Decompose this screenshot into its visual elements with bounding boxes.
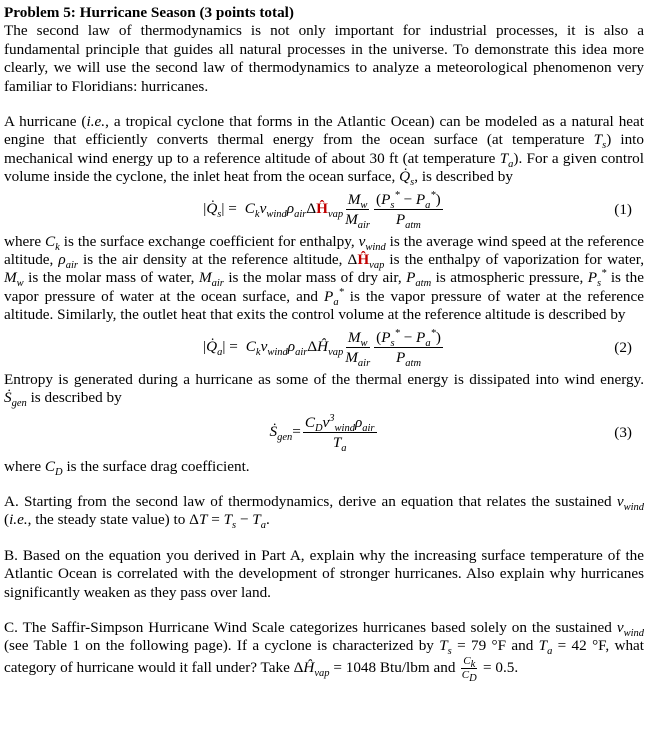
equation-3-number: (3) — [614, 423, 632, 441]
equation-1 — [4, 187, 644, 233]
part-b: B. Based on the equation you derived in Part A, explain why the increasing surface temperature of the Atlantic Ocean is correlated with the development of stronger hurricanes. Also explain why hurricanes significantly weaken as they pass over land. — [4, 546, 644, 601]
intro-paragraph: The second law of thermodynamics is not only important for industrial processes, it is also a fundamental principle that guides all natural processes in the universe. To demonstrate this idea more clearly, we will use the second law of thermodynamics to analyze a meteorological phenomenon very familiar to Floridians: hurricanes. — [4, 22, 644, 95]
drag-coefficient-paragraph: where $C_D$ is the surface drag coefficient. — [4, 457, 250, 478]
equation-2 — [4, 325, 644, 371]
part-a: A. Starting from the second law of thermodynamics, derive an equation that relates the sustained $v_{wind}$ (i.e., the steady state value) to $\Delta T = T_s - T_a$. — [4, 492, 644, 532]
problem-heading: Problem 5: Hurricane Season (3 points total) — [4, 4, 294, 21]
equation-3-body: Ṡ$_{gen}$ = $\frac{C_Dv^3_{wind}\rho_{air}}{T_a}$ — [269, 412, 375, 455]
entropy-paragraph: Entropy is generated during a hurricane as some of the thermal energy is dissipated into wind energy. Ṡ$_{gen}$ is described by — [4, 370, 644, 410]
hurricane-model-paragraph: A hurricane (i.e., a tropical cyclone that forms in the Atlantic Ocean) can be modeled as a natural heat engine that efficiently converts thermal energy from the ocean surface (at temperature $T_s$) into mechanical wind energy up to a reference altitude of about 30 ft (at temperature $T_a$). For a given control volume inside the cyclone, the inlet heat from the ocean surface, $Q̇_s$, is described by — [4, 113, 644, 189]
equation-1-body: | $Q̇_s$ | = $C_kv_{wind}\rho_{air}$ Δ Ĥ $_{vap}$ $\frac{M_w}{M_{air}}$ $\frac{(P_s^* - P_a^*)}{P_{atm}}$ — [203, 190, 441, 232]
equation-3 — [4, 408, 644, 458]
variable-definitions-paragraph: where $C_k$ is the surface exchange coefficient for enthalpy, $v_{wind}$ is the average wind speed at the reference altitude, $\rho_{air}$ is the air density at the reference altitude, $\Delta Ĥ_{vap}$ is the enthalpy of vaporization for water, $M_w$ is the molar mass of water, $M_{air}$ is the molar mass of dry air, $P_{atm}$ is atmospheric pressure, $P_s^*$ is the vapor pressure of water at the ocean surface, and $P_a^*$ is the vapor pressure of water at the reference altitude. Similarly, the outlet heat that exits the control volume at the reference altitude is described by — [4, 232, 645, 324]
equation-1-number: (1) — [614, 200, 632, 218]
part-c: C. The Saffir-Simpson Hurricane Wind Scale categorizes hurricanes based solely on the sustained $v_{wind}$ (see Table 1 on the following page). If a cyclone is characterized by $T_s = 79$ °F and $T_a = 42$ °F, what category of hurricane would it fall under? Take $\Delta Ĥ_{vap} = 1048$ Btu/lbm and $\frac{C_k}{C_D}$ = 0.5. — [4, 618, 645, 684]
enthalpy-hat-glyph: Ĥ — [316, 200, 328, 218]
equation-2-number: (2) — [614, 338, 632, 356]
equation-2-body: | $Q̇_a$ | = $C_kv_{wind}\rho_{air}$ Δ $Ĥ_{vap}$ $\frac{M_w}{M_{air}}$ $\frac{(P_s^* - P_a^*)}{P_{atm}}$ — [203, 328, 441, 370]
